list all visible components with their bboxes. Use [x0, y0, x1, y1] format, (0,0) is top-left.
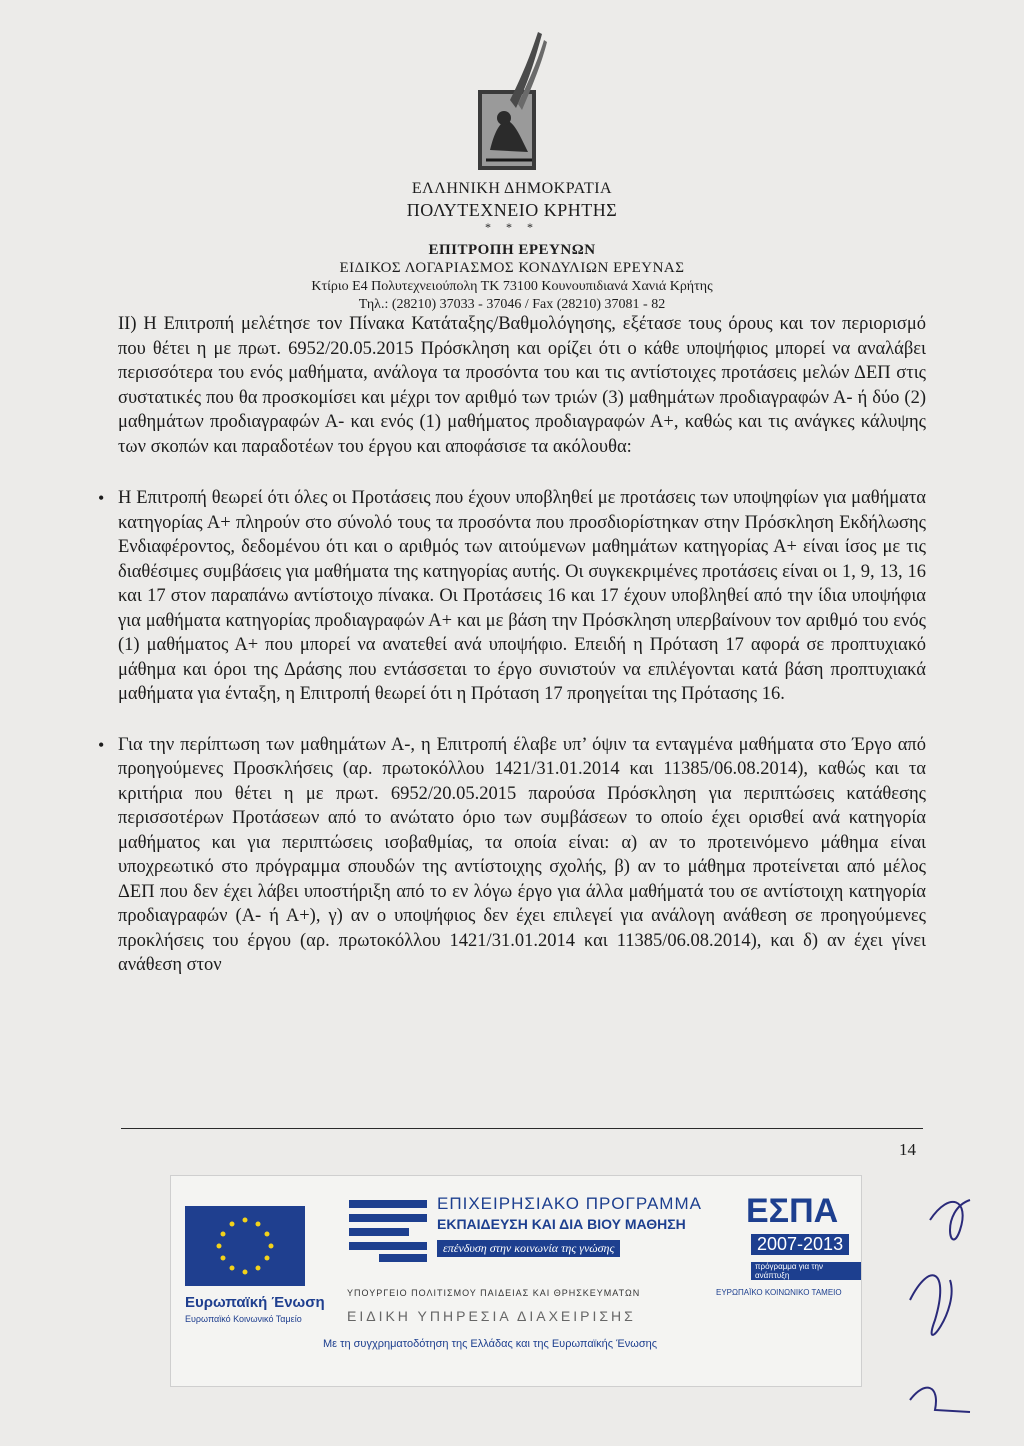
header-line-university: ΠΟΛΥΤΕΧΝΕΙΟ ΚΡΗΤΗΣ — [406, 200, 618, 220]
program-stripes-icon — [349, 1196, 427, 1266]
header-line-address: Κτίριο Ε4 Πολυτεχνειούπολη ΤΚ 73100 Κουνουπιδιανά Χανιά Κρήτης — [311, 279, 713, 294]
signature-icon — [890, 1180, 1000, 1440]
espa-years: 2007-2013 — [751, 1234, 849, 1255]
cofund-label: Με τη συγχρηματοδότηση της Ελλάδας και της Ευρωπαϊκής Ένωσης — [323, 1338, 658, 1350]
bullet-text-a-plus: Η Επιτροπή θεωρεί ότι όλες οι Προτάσεις που έχουν υποβληθεί με προτάσεις των υποψηφίων για μαθήματα κατηγορίας Α+ πληρούν στο σύνολό τους τα προσόντα που προσδιορίστηκαν στην Πρόσκληση Εκδήλωσης Ενδιαφέροντος, δεδομένου ότι και ο αριθμός των αιτούμενων μαθημάτων κατηγορίας Α+ είναι ίσος με τις διαθέσιμες συμβάσεις για μαθήματα της κατηγορίας αυτής. Οι συγκεκριμένες προτάσεις είναι οι 1, 9, 13, 16 και 17 στον παραπάνω αντίστοιχο πίνακα. Οι Προτάσεις 16 και 17 έχουν υποβληθεί από την ίδια υποψήφια για μαθήματα κατηγορίας προδιαγραφών Α+ και με βάση την Πρόσκληση υπερβαίνουν τον αριθμό του ενός (1) μαθήματος Α+ που μπορεί να ανατεθεί ανά υποψήφιο. Επειδή η Πρόταση 17 αφορά σε προπτυχιακό μάθημα και όροι της Δράσης που εντάσσεται το έργο συνιστούν να επιλέγονται κατά βάση προπτυχιακά μαθήματα για ένταξη, η Επιτροπή θεωρεί ότι η Πρόταση 17 προηγείται της Πρότασης 16. — [118, 488, 926, 704]
university-seal-icon — [470, 30, 550, 172]
program-title-1: ΕΠΙΧΕΙΡΗΣΙΑΚΟ ΠΡΟΓΡΑΜΜΑ — [437, 1194, 702, 1213]
header-line-republic: ΕΛΛΗΝΙΚΗ ΔΗΜΟΚΡΑΤΙΑ — [411, 180, 613, 197]
espa-fund-label: ΕΥΡΩΠΑΪΚΟ ΚΟΙΝΩΝΙΚΟ ΤΑΜΕΙΟ — [716, 1288, 842, 1297]
bullet-icon: • — [98, 488, 105, 508]
program-title-2: ΕΚΠΑΙΔΕΥΣΗ ΚΑΙ ΔΙΑ ΒΙΟΥ ΜΑΘΗΣΗ — [437, 1216, 686, 1232]
ministry-label: ΥΠΟΥΡΓΕΙΟ ΠΟΛΙΤΙΣΜΟΥ ΠΑΙΔΕΙΑΣ ΚΑΙ ΘΡΗΣΚΕΥΜΑΤΩΝ — [347, 1288, 641, 1298]
page-number: 14 — [899, 1140, 916, 1159]
list-item — [98, 486, 926, 707]
header-line-account: ΕΙΔΙΚΟΣ ΛΟΓΑΡΙΑΣΜΟΣ ΚΟΝΔΥΛΙΩΝ ΕΡΕΥΝΑΣ — [339, 260, 685, 277]
bullet-text-a-minus: Για την περίπτωση των μαθημάτων Α-, η Επιτροπή έλαβε υπ’ όψιν τα ενταγμένα μαθήματα στο Έργο από προηγούμενες Προσκλήσεις (αρ. πρωτοκόλλου 1421/31.01.2014 και 11385/06.08.2014), καθώς και τα κριτήρια που θέτει η με πρωτ. 6952/20.05.2015 παρούσα Πρόσκληση για περιπτώσεις κατάθεσης περισσοτέρων Προτάσεων από το ανώτατο όριο των συμβάσεων το οποίο έχει ορισθεί ανά κατηγορία μαθήματος και για περιπτώσεις ισοβαθμίας, τα οποία είναι: α) αν το προτεινόμενο μάθημα είναι υποχρεωτικό στο πρόγραμμα σπουδών της αντίστοιχης σχολής, β) αν το μάθημα προτείνεται από μέλος ΔΕΠ που δεν έχει λάβει υποστήριξη από το εν λόγω έργο για άλλα μαθήματά του σε αντίστοιχη κατηγορία προδιαγραφών (Α- ή Α+), γ) αν ο υποψήφιος δεν έχει επιλεγεί για ανάλογη ανάθεση σε προηγούμενες προκλήσεις του έργου (αρ. πρωτοκόλλου 1421/31.01.2014 και 11385/06.08.2014), και δ) αν έχει γίνει ανάθεση στον — [118, 734, 926, 975]
header-stars: * * * — [485, 219, 539, 234]
program-slogan: επένδυση στην κοινωνία της γνώσης — [437, 1240, 620, 1257]
eu-flag-icon — [185, 1206, 305, 1286]
intro-paragraph: ΙΙ) Η Επιτροπή μελέτησε τον Πίνακα Κατάταξης/Βαθμολόγησης, εξέτασε τους όρους και τον περιορισμό που θέτει η με πρωτ. 6952/20.05.2015 Πρόσκληση και ορίζει ότι ο κάθε υποψήφιος μπορεί να αναλάβει περισσότερα του ενός μαθήματα, ανάλογα τα προσόντα του και τις αντίστοιχες προτάσεις μελών ΔΕΠ στις συστατικές που θα προσκομίσει και μέχρι τον αριθμό των τριών (3) μαθημάτων προδιαγραφών Α- ή δύο (2) μαθημάτων προδιαγραφών Α- και ενός (1) μαθήματος προδιαγραφών Α+, καθώς και τις ανάγκες κάλυψης των σκοπών και παραδοτέων του έργου και αποφάσισε τα ακόλουθα: — [118, 314, 926, 457]
header-line-committee: ΕΠΙΤΡΟΠΗ ΕΡΕΥΝΩΝ — [428, 241, 596, 258]
espa-motto: πρόγραμμα για την ανάπτυξη — [751, 1262, 861, 1280]
managing-authority-label: ΕΙΔΙΚΗ ΥΠΗΡΕΣΙΑ ΔΙΑΧΕΙΡΙΣΗΣ — [347, 1308, 636, 1324]
bullet-icon: • — [98, 734, 105, 755]
header-line-phone: Τηλ.: (28210) 37033 - 37046 / Fax (28210) 37081 - 82 — [358, 296, 666, 312]
decision-list — [98, 486, 926, 978]
funding-banner — [170, 1175, 862, 1387]
eu-sublabel: Ευρωπαϊκό Κοινωνικό Ταμείο — [185, 1314, 302, 1324]
letterhead — [0, 30, 1024, 313]
list-item — [98, 733, 926, 978]
eu-label: Ευρωπαϊκή Ένωση — [185, 1294, 325, 1311]
page-rule — [121, 1128, 923, 1129]
espa-logo: ΕΣΠΑ — [746, 1192, 839, 1230]
document-body — [98, 312, 926, 1004]
